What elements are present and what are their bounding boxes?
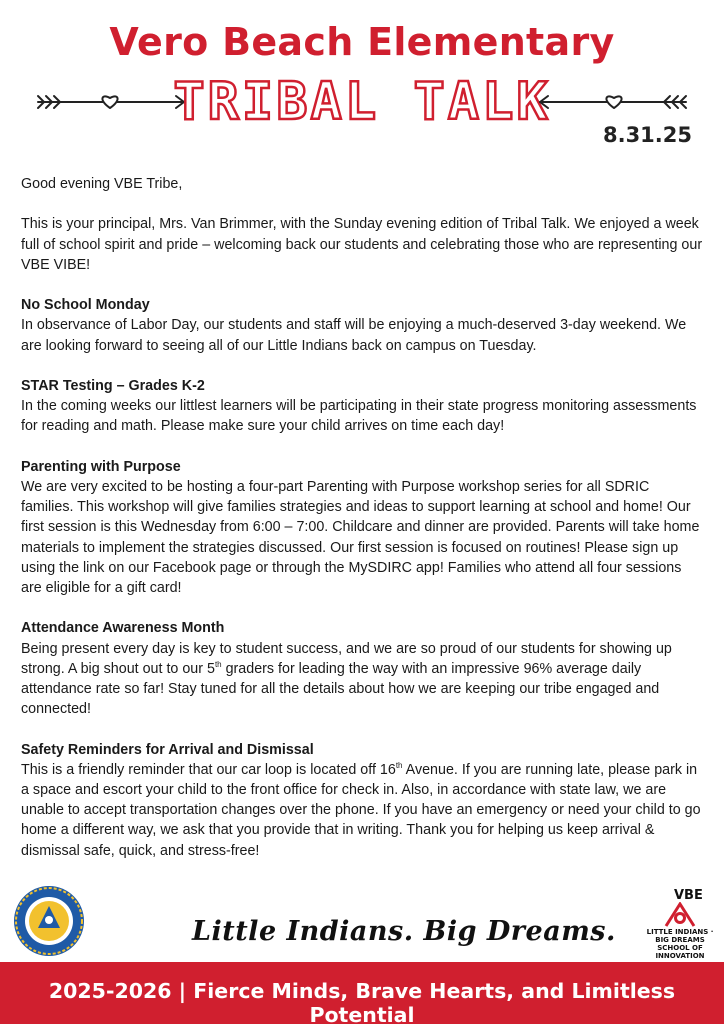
logo-caption: LITTLE INDIANS · BIG DREAMS SCHOOL OF INNOVATION bbox=[646, 928, 714, 960]
section-heading: STAR Testing – Grades K-2 bbox=[21, 377, 205, 394]
footer-logos bbox=[0, 884, 724, 962]
section-heading: Attendance Awareness Month bbox=[21, 620, 225, 637]
logo-abbr: VBE bbox=[674, 888, 703, 903]
section-heading: Safety Reminders for Arrival and Dismissal bbox=[21, 741, 314, 758]
section-safety-reminders bbox=[21, 740, 705, 861]
section-attendance-awareness bbox=[21, 618, 705, 719]
footer-banner-text: 2025-2026 | Fierce Minds, Brave Hearts, and Limitless Potential bbox=[48, 979, 676, 1027]
issue-date: 8.31.25 bbox=[602, 123, 692, 147]
section-body: We are very excited to be hosting a four-part Parenting with Purpose workshop series for all SDRIC families. This workshop will give families strategies and ideas to support learning at school and home! Our first session is this Wednesday from 6:00 – 7:00. Childcare and dinner are provided. Parents will take home materials to implement the strategies discussed. Our first session is focused on routines! Please sign up using the link on our Facebook page or through the MySDIRC app! Families who attend all four sessions are eligible for a gift card! bbox=[21, 478, 700, 596]
feather-icon bbox=[662, 902, 698, 928]
section-body: In the coming weeks our littlest learners will be participating in their state progress monitoring assessments for reading and math. Please make sure your child arrives on time each day! bbox=[21, 398, 697, 435]
section-body: This is a friendly reminder that our car loop is located off 16th Avenue. If you are running late, please park in a space and escort your child to the front office for check in. Also, in accordance with state law, we are unable to accept transportation changes over the phone. If you have an emergency or need your child to go home a different way, we ask that you provide that in writing. Thank you for helping us keep arrival & dismissal safe, quick, and stress-free! bbox=[21, 761, 701, 859]
section-parenting-with-purpose bbox=[21, 457, 705, 598]
vbe-school-of-innovation-logo bbox=[640, 888, 720, 958]
section-no-school-monday bbox=[21, 295, 705, 356]
section-body: Being present every day is key to student success, and we are so proud of our students for showing up strong. A big shout out to our 5th graders for leading the way with an impressive 96% average daily attendance rate so far! Stay tuned for all the details about how we are keeping our tribe engaged and connected! bbox=[21, 640, 672, 718]
footer-banner bbox=[0, 962, 724, 1027]
tagline: Little Indians. Big Dreams. bbox=[192, 916, 616, 947]
school-name: Vero Beach Elementary bbox=[109, 20, 615, 64]
section-star-testing bbox=[21, 376, 705, 437]
intro-paragraph: This is your principal, Mrs. Van Brimmer, with the Sunday evening edition of Tribal Talk. We enjoyed a week full of school spirit and pride – welcoming back our students and celebrating those who are representing our VBE VIBE! bbox=[21, 216, 703, 273]
section-heading: Parenting with Purpose bbox=[21, 458, 181, 475]
newsletter-title: TRIBAL TALK bbox=[173, 72, 551, 132]
section-body: In observance of Labor Day, our students and staff will be enjoying a much-deserved 3-day weekend. We are looking forward to seeing all of our Little Indians back on campus on Tuesday. bbox=[21, 317, 687, 354]
moonshot-school-seal-logo bbox=[12, 884, 86, 958]
greeting: Good evening VBE Tribe, bbox=[21, 176, 183, 192]
newsletter-body bbox=[21, 174, 705, 881]
section-heading: No School Monday bbox=[21, 297, 150, 314]
arrow-heart-right-icon bbox=[536, 92, 688, 112]
